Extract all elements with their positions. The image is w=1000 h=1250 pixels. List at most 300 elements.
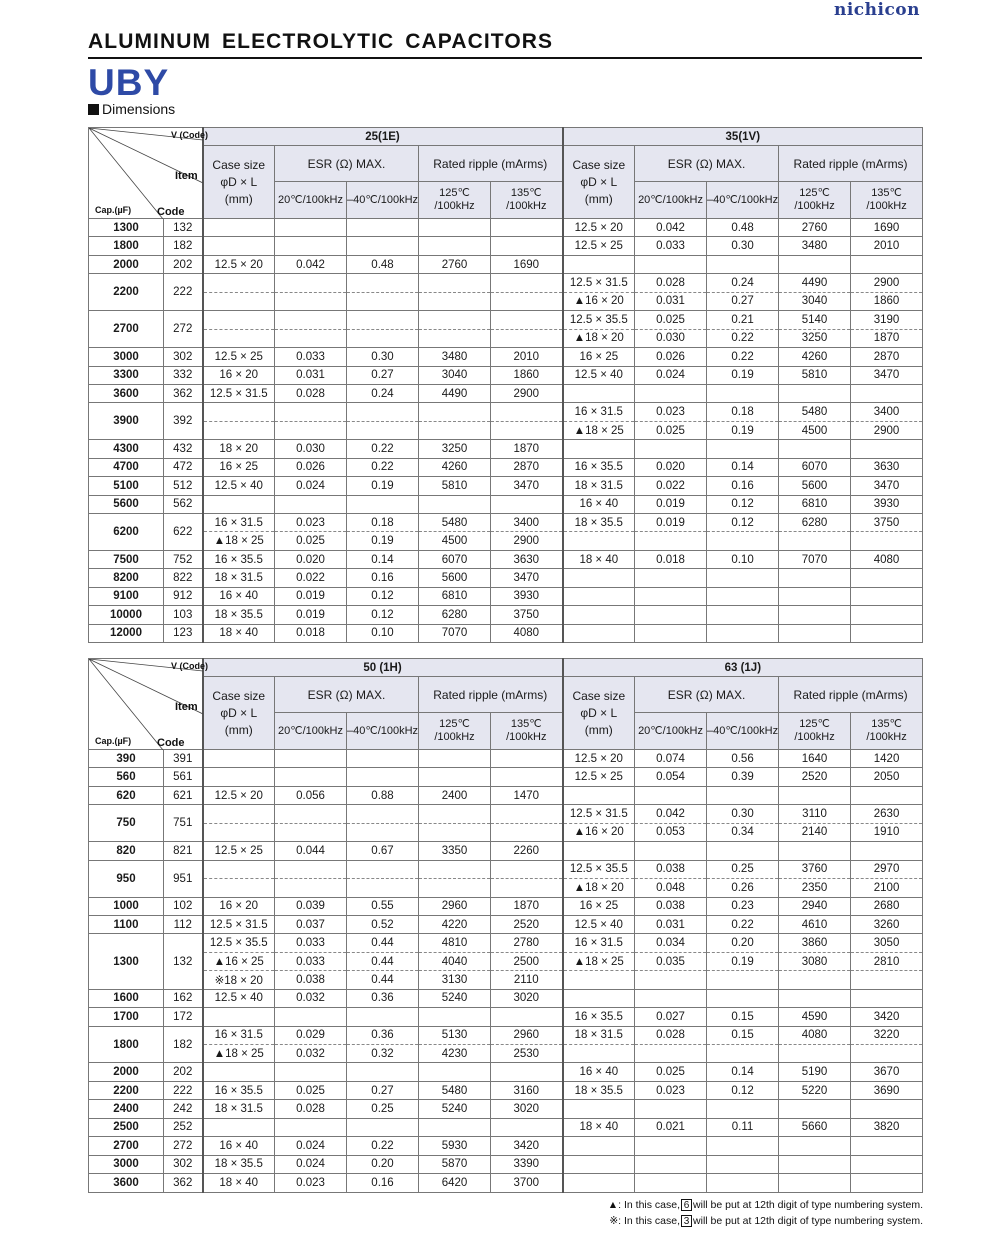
empty-cell xyxy=(707,606,779,624)
empty-cell xyxy=(707,255,779,273)
empty-cell xyxy=(419,805,491,823)
ripple-temp: 135℃ xyxy=(510,718,542,730)
empty-cell xyxy=(275,1063,347,1081)
case-size-line: (mm) xyxy=(224,722,253,737)
esr-m40c-cell: 0.16 xyxy=(347,569,419,587)
empty-cell xyxy=(419,292,491,310)
case-size-header xyxy=(563,677,635,750)
cap-value: 4700 xyxy=(89,458,164,476)
empty-cell xyxy=(779,1100,851,1118)
empty-cell xyxy=(707,1155,779,1173)
ripple-135c-cell: 1870 xyxy=(491,897,563,915)
table-row xyxy=(89,532,923,550)
esr-m40c-cell: 0.30 xyxy=(347,348,419,366)
ripple-125c-cell: 5600 xyxy=(779,477,851,495)
empty-cell xyxy=(635,587,707,605)
case-size-cell: 16 × 31.5 xyxy=(203,1026,275,1044)
esr-m40c-cell: 0.12 xyxy=(347,587,419,605)
table-row xyxy=(89,292,923,310)
case-size-line: Case size xyxy=(212,157,266,172)
ripple-135c-cell: 3750 xyxy=(851,514,923,532)
table-row xyxy=(89,366,923,384)
ripple-135c-cell: 2680 xyxy=(851,897,923,915)
esr-m40c-cell: 0.44 xyxy=(347,952,419,970)
ripple-125c-cell: 2760 xyxy=(779,219,851,237)
ripple-135c-cell: 3260 xyxy=(851,915,923,933)
esr-20c-cell: 0.018 xyxy=(275,624,347,642)
empty-cell xyxy=(491,1063,563,1081)
ripple-125c-cell: 4590 xyxy=(779,1008,851,1026)
empty-cell xyxy=(635,255,707,273)
empty-cell xyxy=(851,971,923,989)
empty-cell xyxy=(347,1118,419,1136)
ripple-135c-cell: 2900 xyxy=(491,384,563,402)
cap-value: 5100 xyxy=(89,477,164,495)
ripple-135c-cell: 3390 xyxy=(491,1155,563,1173)
empty-cell xyxy=(347,768,419,786)
ripple-135c-cell: 2960 xyxy=(491,1026,563,1044)
table-row xyxy=(89,569,923,587)
code-value: 132 xyxy=(164,934,203,989)
esr-20c-header: 20℃/100kHz xyxy=(635,713,707,750)
section-heading xyxy=(88,101,175,117)
ripple-header: Rated ripple (mArms) xyxy=(779,146,923,182)
empty-cell xyxy=(275,1008,347,1026)
empty-cell xyxy=(635,971,707,989)
ripple-125c-cell: 3040 xyxy=(419,366,491,384)
table-row xyxy=(89,971,923,989)
empty-cell xyxy=(347,750,419,768)
ripple-135c-cell: 3470 xyxy=(491,569,563,587)
code-value: 172 xyxy=(164,1008,203,1026)
case-size-cell: 16 × 25 xyxy=(563,897,635,915)
ripple-125c-cell: 4490 xyxy=(779,274,851,292)
cap-value: 12000 xyxy=(89,624,164,642)
esr-20c-cell: 0.026 xyxy=(275,458,347,476)
case-size-cell: 16 × 25 xyxy=(563,348,635,366)
ripple-125c-cell: 2350 xyxy=(779,879,851,897)
empty-cell xyxy=(347,237,419,255)
empty-cell xyxy=(419,495,491,513)
ripple-125c-cell: 2760 xyxy=(419,255,491,273)
ripple-125c-header xyxy=(779,182,851,219)
ripple-135c-cell: 1870 xyxy=(851,329,923,347)
table-row xyxy=(89,421,923,439)
esr-20c-cell: 0.028 xyxy=(635,274,707,292)
ripple-125c-header xyxy=(419,713,491,750)
cap-value: 4300 xyxy=(89,440,164,458)
esr-20c-cell: 0.028 xyxy=(275,1100,347,1118)
empty-cell xyxy=(491,879,563,897)
note-digit-box: 3 xyxy=(681,1215,692,1227)
esr-20c-cell: 0.024 xyxy=(635,366,707,384)
esr-20c-cell: 0.039 xyxy=(275,897,347,915)
ripple-125c-cell: 4260 xyxy=(779,348,851,366)
table-row xyxy=(89,495,923,513)
empty-cell xyxy=(563,384,635,402)
cap-value: 1800 xyxy=(89,237,164,255)
empty-cell xyxy=(635,1045,707,1063)
case-size-cell: 18 × 31.5 xyxy=(203,1100,275,1118)
esr-20c-cell: 0.025 xyxy=(275,532,347,550)
empty-cell xyxy=(491,403,563,421)
empty-cell xyxy=(563,440,635,458)
empty-cell xyxy=(779,440,851,458)
case-size-cell: ▲18 × 25 xyxy=(563,952,635,970)
cap-value: 2700 xyxy=(89,1137,164,1155)
esr-20c-cell: 0.033 xyxy=(275,348,347,366)
table-row xyxy=(89,384,923,402)
esr-m40c-cell: 0.22 xyxy=(707,348,779,366)
note-triangle xyxy=(608,1199,923,1211)
empty-cell xyxy=(707,569,779,587)
ripple-125c-cell: 6810 xyxy=(779,495,851,513)
empty-cell xyxy=(635,569,707,587)
ripple-135c-cell: 3190 xyxy=(851,311,923,329)
empty-cell xyxy=(851,440,923,458)
code-label: Code xyxy=(157,737,185,749)
voltage-left: 25(1E) xyxy=(203,128,563,146)
table-row xyxy=(89,219,923,237)
case-size-cell: 16 × 35.5 xyxy=(563,458,635,476)
cap-value: 7500 xyxy=(89,550,164,568)
esr-m40c-cell: 0.14 xyxy=(347,550,419,568)
ripple-125c-cell: 3480 xyxy=(419,348,491,366)
code-value: 432 xyxy=(164,440,203,458)
cap-label: Cap.(µF) xyxy=(95,736,132,746)
ripple-freq: /100kHz xyxy=(866,200,907,212)
esr-m40c-cell: 0.32 xyxy=(347,1045,419,1063)
empty-cell xyxy=(347,219,419,237)
case-size-cell: 16 × 31.5 xyxy=(563,403,635,421)
empty-cell xyxy=(419,1008,491,1026)
ripple-135c-cell: 3220 xyxy=(851,1026,923,1044)
code-value: 621 xyxy=(164,786,203,804)
empty-cell xyxy=(707,971,779,989)
empty-cell xyxy=(275,237,347,255)
empty-cell xyxy=(707,384,779,402)
ripple-125c-cell: 4500 xyxy=(779,421,851,439)
cap-value: 5600 xyxy=(89,495,164,513)
case-size-cell: ▲18 × 25 xyxy=(203,1045,275,1063)
ripple-125c-cell: 4040 xyxy=(419,952,491,970)
esr-m40c-cell: 0.30 xyxy=(707,237,779,255)
code-value: 391 xyxy=(164,750,203,768)
code-value: 912 xyxy=(164,587,203,605)
esr-m40c-cell: 0.67 xyxy=(347,842,419,860)
ripple-125c-cell: 5480 xyxy=(779,403,851,421)
esr-20c-cell: 0.020 xyxy=(275,550,347,568)
empty-cell xyxy=(491,219,563,237)
case-size-cell: 16 × 25 xyxy=(203,458,275,476)
case-size-cell: 18 × 40 xyxy=(203,624,275,642)
ripple-125c-cell: 6070 xyxy=(779,458,851,476)
esr-m40c-cell: 0.12 xyxy=(707,514,779,532)
empty-cell xyxy=(491,1008,563,1026)
ripple-125c-cell: 3080 xyxy=(779,952,851,970)
cap-value: 1600 xyxy=(89,989,164,1007)
esr-m40c-cell: 0.20 xyxy=(707,934,779,952)
ripple-135c-cell: 2900 xyxy=(851,274,923,292)
cap-value: 3300 xyxy=(89,366,164,384)
cap-value: 1300 xyxy=(89,934,164,989)
ripple-135c-cell: 1420 xyxy=(851,750,923,768)
empty-cell xyxy=(635,606,707,624)
table-row xyxy=(89,477,923,495)
item-label: Item xyxy=(175,170,198,182)
empty-cell xyxy=(851,1045,923,1063)
code-value: 182 xyxy=(164,1026,203,1063)
esr-m40c-cell: 0.19 xyxy=(347,477,419,495)
esr-m40c-cell: 0.22 xyxy=(347,1137,419,1155)
ripple-135c-cell: 2870 xyxy=(851,348,923,366)
esr-20c-cell: 0.031 xyxy=(275,366,347,384)
empty-cell xyxy=(491,274,563,292)
empty-cell xyxy=(419,237,491,255)
case-size-cell: 12.5 × 20 xyxy=(203,786,275,804)
empty-cell xyxy=(779,1174,851,1192)
empty-cell xyxy=(707,842,779,860)
ripple-125c-cell: 4080 xyxy=(779,1026,851,1044)
header-corner xyxy=(89,659,208,750)
empty-cell xyxy=(563,255,635,273)
ripple-135c-cell: 3630 xyxy=(491,550,563,568)
table-row xyxy=(89,237,923,255)
voltage-header-row xyxy=(89,128,923,146)
case-size-line: (mm) xyxy=(584,191,613,206)
esr-m40c-cell: 0.12 xyxy=(707,1081,779,1099)
case-size-line: (mm) xyxy=(224,191,253,206)
esr-m40c-cell: 0.56 xyxy=(707,750,779,768)
case-size-line: φD × L xyxy=(580,174,618,189)
esr-20c-cell: 0.038 xyxy=(275,971,347,989)
empty-cell xyxy=(491,292,563,310)
empty-cell xyxy=(491,750,563,768)
table-row xyxy=(89,842,923,860)
code-value: 252 xyxy=(164,1118,203,1136)
case-size-cell: 16 × 40 xyxy=(203,1137,275,1155)
table-row xyxy=(89,952,923,970)
empty-cell xyxy=(203,823,275,841)
esr-m40c-header: –40℃/100kHz xyxy=(707,713,779,750)
empty-cell xyxy=(419,403,491,421)
code-value: 392 xyxy=(164,403,203,440)
ripple-125c-cell: 7070 xyxy=(419,624,491,642)
case-size-cell: 18 × 31.5 xyxy=(203,569,275,587)
ripple-135c-cell: 1870 xyxy=(491,440,563,458)
esr-20c-cell: 0.019 xyxy=(275,606,347,624)
case-size-cell: 18 × 31.5 xyxy=(563,1026,635,1044)
table-row xyxy=(89,1155,923,1173)
esr-20c-cell: 0.019 xyxy=(635,514,707,532)
empty-cell xyxy=(203,274,275,292)
ripple-135c-header xyxy=(491,713,563,750)
esr-m40c-cell: 0.14 xyxy=(707,1063,779,1081)
ripple-135c-cell: 1470 xyxy=(491,786,563,804)
empty-cell xyxy=(203,329,275,347)
ripple-125c-cell: 6420 xyxy=(419,1174,491,1192)
case-size-cell: 16 × 40 xyxy=(203,587,275,605)
table-row xyxy=(89,514,923,532)
ripple-freq: /100kHz xyxy=(434,731,475,743)
ripple-125c-cell: 3040 xyxy=(779,292,851,310)
case-size-line: Case size xyxy=(572,157,626,172)
empty-cell xyxy=(491,237,563,255)
empty-cell xyxy=(707,1137,779,1155)
esr-20c-cell: 0.044 xyxy=(275,842,347,860)
esr-20c-cell: 0.023 xyxy=(635,403,707,421)
empty-cell xyxy=(707,587,779,605)
case-size-cell: 18 × 20 xyxy=(203,440,275,458)
cap-value: 1000 xyxy=(89,897,164,915)
table-row xyxy=(89,768,923,786)
ripple-125c-cell: 3350 xyxy=(419,842,491,860)
ripple-125c-cell: 5220 xyxy=(779,1081,851,1099)
ripple-125c-cell: 6810 xyxy=(419,587,491,605)
ripple-freq: /100kHz xyxy=(506,731,547,743)
case-size-cell: 18 × 35.5 xyxy=(563,1081,635,1099)
esr-m40c-cell: 0.55 xyxy=(347,897,419,915)
case-size-cell: 16 × 31.5 xyxy=(203,514,275,532)
table-row xyxy=(89,1063,923,1081)
ripple-135c-cell: 2010 xyxy=(491,348,563,366)
case-size-cell: ▲18 × 25 xyxy=(203,532,275,550)
empty-cell xyxy=(563,1174,635,1192)
esr-m40c-cell: 0.24 xyxy=(347,384,419,402)
case-size-cell: 12.5 × 35.5 xyxy=(563,860,635,878)
empty-cell xyxy=(491,823,563,841)
ripple-125c-cell: 4230 xyxy=(419,1045,491,1063)
esr-20c-cell: 0.031 xyxy=(635,292,707,310)
v-code-label: V (Code) xyxy=(171,130,208,140)
ripple-135c-cell: 3420 xyxy=(491,1137,563,1155)
ripple-125c-cell: 5240 xyxy=(419,989,491,1007)
code-value: 472 xyxy=(164,458,203,476)
table-row xyxy=(89,458,923,476)
esr-20c-cell: 0.042 xyxy=(635,805,707,823)
ripple-135c-cell: 3820 xyxy=(851,1118,923,1136)
esr-20c-cell: 0.038 xyxy=(635,860,707,878)
table-row xyxy=(89,403,923,421)
cap-value: 620 xyxy=(89,786,164,804)
esr-header: ESR (Ω) MAX. xyxy=(635,146,779,182)
esr-m40c-cell: 0.36 xyxy=(347,989,419,1007)
voltage-left: 50 (1H) xyxy=(203,659,563,677)
cap-value: 1700 xyxy=(89,1008,164,1026)
cap-value: 3000 xyxy=(89,1155,164,1173)
code-value: 302 xyxy=(164,1155,203,1173)
case-size-cell: 12.5 × 20 xyxy=(563,219,635,237)
code-value: 562 xyxy=(164,495,203,513)
empty-cell xyxy=(491,495,563,513)
ripple-135c-cell: 2530 xyxy=(491,1045,563,1063)
empty-cell xyxy=(707,532,779,550)
ripple-temp: 125℃ xyxy=(799,718,830,730)
empty-cell xyxy=(275,311,347,329)
case-size-cell: 12.5 × 35.5 xyxy=(563,311,635,329)
code-value: 821 xyxy=(164,842,203,860)
ripple-freq: /100kHz xyxy=(506,200,547,212)
empty-cell xyxy=(347,879,419,897)
empty-cell xyxy=(347,860,419,878)
ripple-135c-cell: 2260 xyxy=(491,842,563,860)
case-size-line: Case size xyxy=(572,688,626,703)
table-row xyxy=(89,989,923,1007)
empty-cell xyxy=(275,768,347,786)
ripple-125c-cell: 5240 xyxy=(419,1100,491,1118)
ripple-temp: 125℃ xyxy=(799,187,830,199)
ripple-125c-cell: 5600 xyxy=(419,569,491,587)
note-post: will be put at 12th digit of type numbering system. xyxy=(693,1215,923,1227)
code-value: 112 xyxy=(164,915,203,933)
empty-cell xyxy=(563,842,635,860)
empty-cell xyxy=(203,292,275,310)
esr-20c-header: 20℃/100kHz xyxy=(275,182,347,219)
ripple-125c-cell: 3480 xyxy=(779,237,851,255)
case-size-cell: 12.5 × 40 xyxy=(563,915,635,933)
esr-m40c-cell: 0.22 xyxy=(347,440,419,458)
dimensions-table xyxy=(88,127,923,643)
table-row xyxy=(89,860,923,878)
esr-header: ESR (Ω) MAX. xyxy=(635,677,779,713)
title-rule xyxy=(88,57,922,59)
empty-cell xyxy=(203,311,275,329)
esr-m40c-cell: 0.27 xyxy=(347,366,419,384)
case-size-cell: 16 × 35.5 xyxy=(563,1008,635,1026)
table-row xyxy=(89,786,923,804)
empty-cell xyxy=(563,569,635,587)
ripple-135c-cell: 2050 xyxy=(851,768,923,786)
note-mark: ※ xyxy=(609,1215,619,1227)
ripple-freq: /100kHz xyxy=(794,200,835,212)
ripple-135c-cell: 3020 xyxy=(491,1100,563,1118)
empty-cell xyxy=(851,532,923,550)
esr-m40c-cell: 0.52 xyxy=(347,915,419,933)
case-size-cell: 12.5 × 31.5 xyxy=(203,384,275,402)
code-value: 751 xyxy=(164,805,203,842)
empty-cell xyxy=(275,750,347,768)
ripple-temp: 125℃ xyxy=(439,187,470,199)
ripple-135c-cell: 1910 xyxy=(851,823,923,841)
case-size-cell: 12.5 × 40 xyxy=(563,366,635,384)
empty-cell xyxy=(347,823,419,841)
empty-cell xyxy=(419,750,491,768)
empty-cell xyxy=(851,1155,923,1173)
code-value: 752 xyxy=(164,550,203,568)
ripple-135c-cell: 2500 xyxy=(491,952,563,970)
case-size-cell: 16 × 40 xyxy=(563,495,635,513)
empty-cell xyxy=(851,384,923,402)
esr-m40c-cell: 0.15 xyxy=(707,1026,779,1044)
empty-cell xyxy=(563,989,635,1007)
empty-cell xyxy=(707,1100,779,1118)
case-size-cell: 12.5 × 25 xyxy=(563,768,635,786)
empty-cell xyxy=(491,311,563,329)
esr-m40c-cell: 0.36 xyxy=(347,1026,419,1044)
case-size-cell: 12.5 × 25 xyxy=(203,348,275,366)
table-row xyxy=(89,1174,923,1192)
cap-value: 560 xyxy=(89,768,164,786)
esr-20c-cell: 0.021 xyxy=(635,1118,707,1136)
empty-cell xyxy=(491,768,563,786)
ripple-125c-cell: 5660 xyxy=(779,1118,851,1136)
ripple-temp: 135℃ xyxy=(871,718,902,730)
code-value: 822 xyxy=(164,569,203,587)
esr-m40c-cell: 0.18 xyxy=(707,403,779,421)
case-size-cell: 12.5 × 35.5 xyxy=(203,934,275,952)
esr-m40c-cell: 0.19 xyxy=(347,532,419,550)
esr-20c-cell: 0.074 xyxy=(635,750,707,768)
